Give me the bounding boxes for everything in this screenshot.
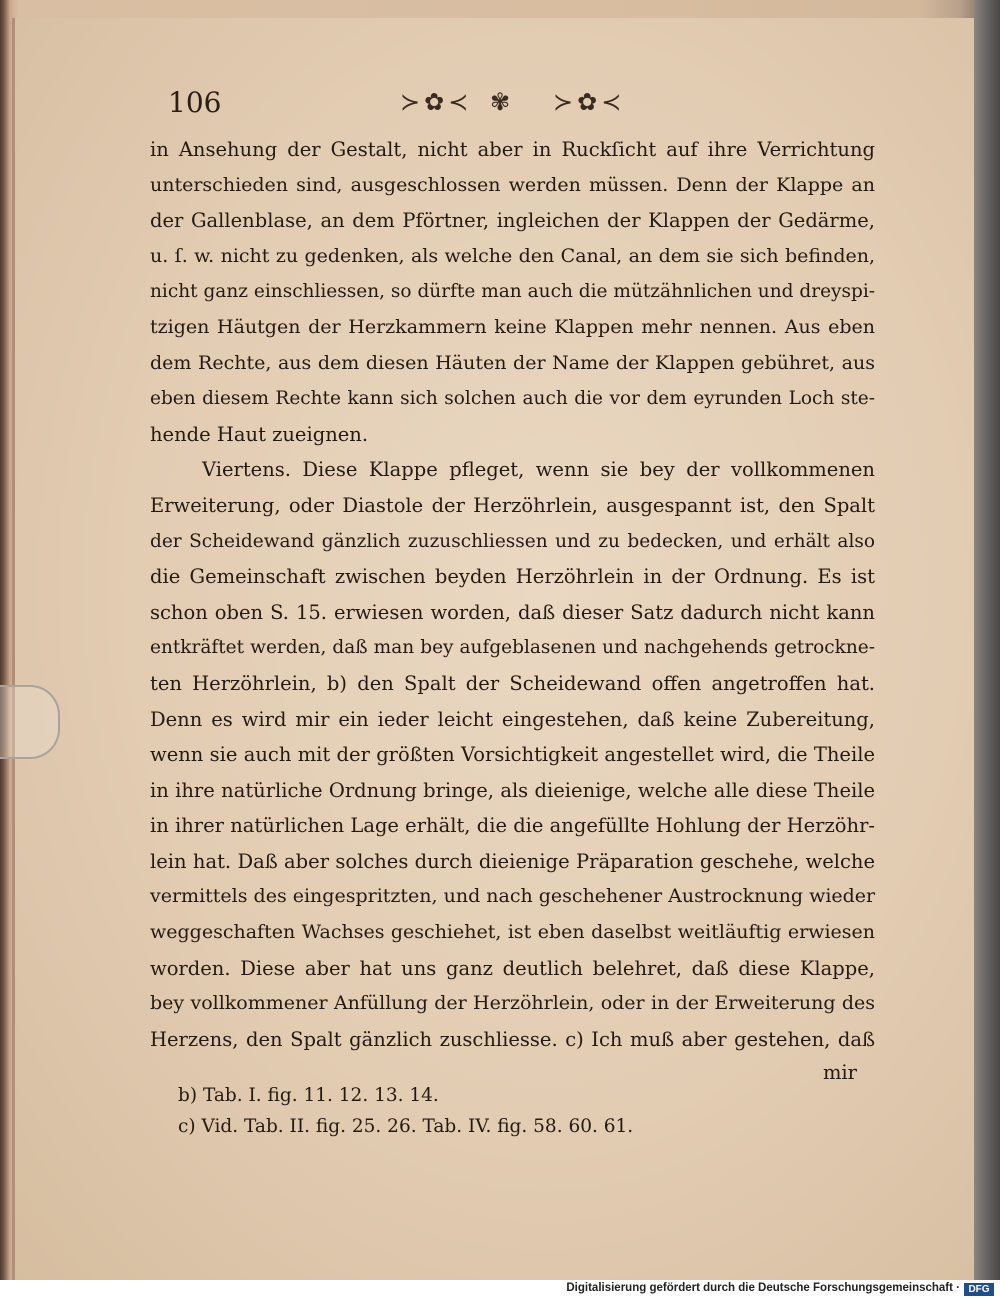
ornament-left-icon: ≻✿≺: [400, 88, 473, 116]
footnotes: [178, 1080, 878, 1142]
footnote-c: c) Vid. Tab. II. fig. 25. 26. Tab. IV. fig. 58. 60. 61.: [178, 1116, 634, 1137]
text-line: Viertens. Diese Klappe pfleget, wenn sie bey der vollkommenen: [202, 458, 875, 482]
dfg-logo-icon: DFG: [964, 1283, 994, 1296]
text-line: Herzens, den Spalt gänzlich zuschliesse. c) Ich muß aber gestehen, daß: [150, 1027, 875, 1051]
text-line: entkräftet werden, daß man bey aufgeblasenen und nachgehends getrockne-: [150, 637, 875, 659]
text-line: vermittels des eingespritzten, und nach geschehener Austrocknung wieder: [150, 885, 876, 908]
text-line: lein hat. Daß aber solches durch dieienige Präparation geschehe, welche: [150, 849, 875, 873]
body-text: [150, 132, 875, 1089]
text-line: ten Herzöhrlein, b) den Spalt der Scheidewand offen angetroffen hat.: [150, 671, 875, 695]
text-line: der Scheidewand gänzlich zuzuschliessen und zu bedecken, und erhält also: [150, 530, 875, 552]
text-line: nicht ganz einschliessen, so dürfte man auch die mützähnlichen und dreyspi-: [150, 281, 875, 303]
credit-text: Digitalisierung gefördert durch die Deutsche Forschungsgemeinschaft ·: [566, 1282, 960, 1294]
ornament-center-icon: ✾: [490, 88, 515, 116]
text-line: u. ſ. w. nicht zu gedenken, als welche den Canal, an dem sie sich befinden,: [150, 244, 875, 267]
page-tab-marker: [0, 685, 60, 759]
page-header: [168, 86, 868, 122]
text-line: Denn es wird mir ein ieder leicht eingestehen, daß keine Zubereitung,: [150, 707, 875, 731]
text-line: der Gallenblase, an dem Pförtner, ingleichen der Klappen der Gedärme,: [150, 209, 875, 233]
text-line: in ihrer natürlichen Lage erhält, die die angefüllte Hohlung der Herzöhr-: [150, 814, 875, 838]
ornament-right-icon: ≻✿≺: [553, 88, 626, 116]
catchword: mir: [822, 1061, 857, 1085]
text-line: dem Rechte, aus dem diesen Häuten der Name der Klappen gebühret, aus: [150, 351, 875, 374]
text-line: worden. Diese aber hat uns ganz deutlich belehret, daß diese Klappe,: [150, 956, 875, 980]
page-number: 106: [168, 86, 222, 119]
adjacent-page-edge: [974, 0, 1000, 1280]
text-line: in ihre natürliche Ordnung bringe, als dieienige, welche alle diese Theile: [150, 778, 875, 802]
text-line: weggeschaften Wachses geschiehet, ist eben daselbst weitläuftig erwiesen: [150, 921, 875, 944]
text-line: eben diesem Rechte kann sich solchen auch die vor dem eyrunden Loch ste-: [150, 388, 875, 410]
text-line: tzigen Häutgen der Herzkammern keine Klappen mehr nennen. Aus eben: [150, 315, 875, 338]
credit-bar: [0, 1280, 1000, 1299]
text-line: wenn sie auch mit der größten Vorsichtigkeit angestellet wird, die Theile: [150, 743, 875, 767]
text-line: die Gemeinschaft zwischen beyden Herzöhrlein in der Ordnung. Es ist: [150, 565, 875, 589]
text-line: Erweiterung, oder Diastole der Herzöhrlein, ausgespannt ist, den Spalt: [150, 493, 875, 517]
text-line: unterschieden sind, ausgeschlossen werden müssen. Denn der Klappe an: [150, 173, 875, 196]
text-line: schon oben S. 15. erwiesen worden, daß dieser Satz dadurch nicht kann: [150, 600, 875, 624]
text-line: bey vollkommener Anfüllung der Herzöhrlein, oder in der Erweiterung des: [150, 992, 875, 1015]
text-line: hende Haut zueignen.: [150, 422, 369, 446]
footnote-b: b) Tab. I. fig. 11. 12. 13. 14.: [178, 1085, 439, 1106]
text-line: in Ansehung der Gestalt, nicht aber in Ruckſicht auf ihre Verrichtung: [150, 138, 875, 161]
